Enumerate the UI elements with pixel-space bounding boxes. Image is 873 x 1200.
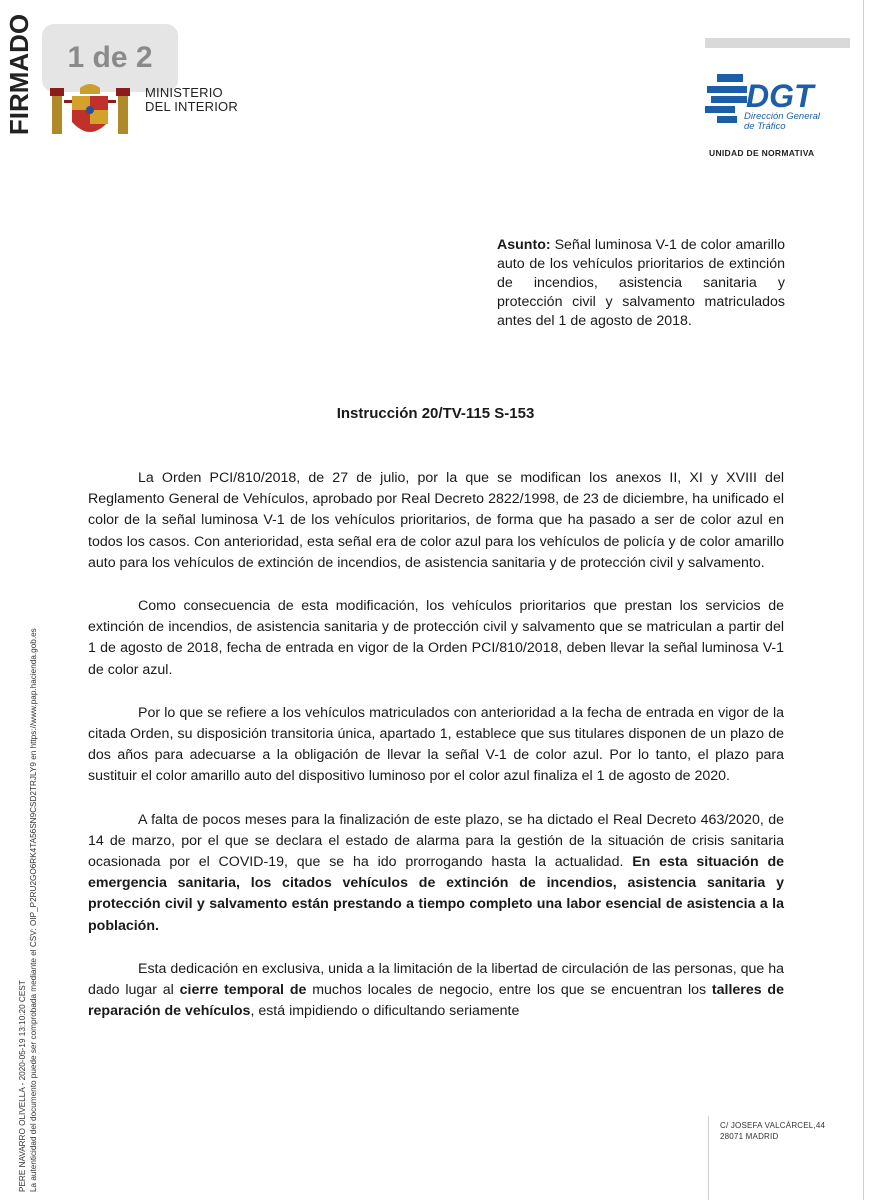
ministry-line-1: MINISTERIO (145, 85, 223, 100)
document-title-text: Instrucción 20/TV-115 S-153 (336, 405, 535, 422)
subject-text: Señal luminosa V-1 de color amarillo auto de los vehículos prioritarios de extinción de incendios, asistencia sanitaria y protección civil y salvamento matriculados antes del 1 de agosto de 2018. (497, 237, 785, 329)
paragraph-5 (88, 959, 784, 1023)
csv-line: La autenticidad del documento puede ser comprobada mediante el CSV: OIP_P2RU2GO6RK4TA56SN9CSD2TRJLY9 en https://www.pap.hacienda.gob.es (29, 628, 38, 1192)
dgt-subtitle-line-2: de Tráfico (744, 121, 786, 132)
header-gray-bar (705, 38, 850, 48)
paragraph-2: Como consecuencia de esta modificación, los vehículos prioritarios que prestan los servicios de extinción de incendios, de asistencia sanitaria y de protección civil y salvamento que se matriculan a partir del 1 de agosto de 2018, fecha de entrada en vigor de la Orden PCI/810/2018, deben llevar la señal luminosa V-1 de color azul. (88, 598, 784, 678)
signature-side-stamp-text (17, 480, 39, 1192)
paragraph-4-bold: En esta situación de emergencia sanitaria, los citados vehículos de extinción de incendios, asistencia sanitaria y protección civil y salvamento están prestando a tiempo completo una labor esencial de asistencia a la población. (88, 854, 784, 934)
dgt-subtitle-line-1: Dirección General (744, 111, 821, 122)
firmado-label: FIRMADO (4, 13, 35, 135)
paragraph-1: La Orden PCI/810/2018, de 27 de julio, por la que se modifican los anexos II, XI y XVIII del Reglamento General de Vehículos, aprobado por Real Decreto 2822/1998, de 23 de diciembre, ha unificado el color de la señal luminosa V-1 de los vehículos prioritarios, de forma que ha pasado a ser de color azul en todos los casos. Con anterioridad, esta señal era de color azul para los vehículos de policía y de color amarillo auto para los vehículos de extinción de incendios, de asistencia sanitaria y de protección civil y salvamento. (88, 470, 784, 571)
signer-line: PERE NAVARRO OLIVELLA - 2020-05-19 13:10:20 CEST (18, 980, 27, 1192)
paragraph-5-text-a: Esta dedicación en exclusiva, unida a la limitación de la libertad de circulación de las personas, que ha dado lugar al (88, 960, 784, 999)
subject-block (497, 236, 785, 331)
firmado-stamp (2, 12, 38, 136)
paragraph-5-bold-1: cierre temporal de (179, 982, 307, 999)
paragraph-4-text: A falta de pocos meses para la finalización de este plazo, se ha dictado el Real Decreto 463/2020, de 14 de marzo, por el que se declara el estado de alarma para la gestión de la situación de crisis sanitaria ocasionada por el COVID-19, que se ha ido prorrogando hasta la actualidad. (88, 811, 784, 871)
ministry-name (145, 86, 238, 114)
signature-side-stamp (0, 480, 38, 1192)
page-edge (863, 0, 864, 1200)
subject-label: Asunto: (497, 237, 551, 253)
paragraph-4 (88, 810, 784, 937)
paragraph-3: Por lo que se refiere a los vehículos matriculados con anterioridad a la fecha de entrada en vigor de la citada Orden, su disposición transitoria única, apartado 1, establece que sus titulares disponen de un plazo de dos años para adecuarse a la obligación de llevar la señal V-1 de color azul. Por lo tanto, el plazo para sustituir el color amarillo auto del dispositivo luminoso por el color azul finaliza el 1 de agosto de 2020. (88, 704, 784, 785)
coat-of-arms-logo (50, 80, 130, 142)
unit-name: UNIDAD DE NORMATIVA (709, 148, 815, 158)
footer-divider (708, 1116, 709, 1200)
paragraph-5-text-b: muchos locales de negocio, entre los que se encuentran los (306, 982, 712, 999)
paragraph-5-text-c: , está impidiendo o dificultando seriamente (250, 1003, 520, 1020)
address-line-1: C/ JOSEFA VALCÁRCEL,44 (720, 1121, 826, 1130)
document-title (0, 405, 873, 422)
address-line-2: 28071 MADRID (720, 1132, 779, 1141)
page-indicator-badge: 1 de 2 (42, 24, 178, 92)
paragraph-5-bold-2: talleres de reparación de vehículos (88, 982, 784, 1020)
ministry-line-2: DEL INTERIOR (145, 99, 238, 114)
document-body (88, 468, 784, 1044)
footer-address (720, 1120, 825, 1142)
dgt-subtitle (744, 112, 820, 132)
dgt-logo-text: DGT (746, 78, 814, 114)
